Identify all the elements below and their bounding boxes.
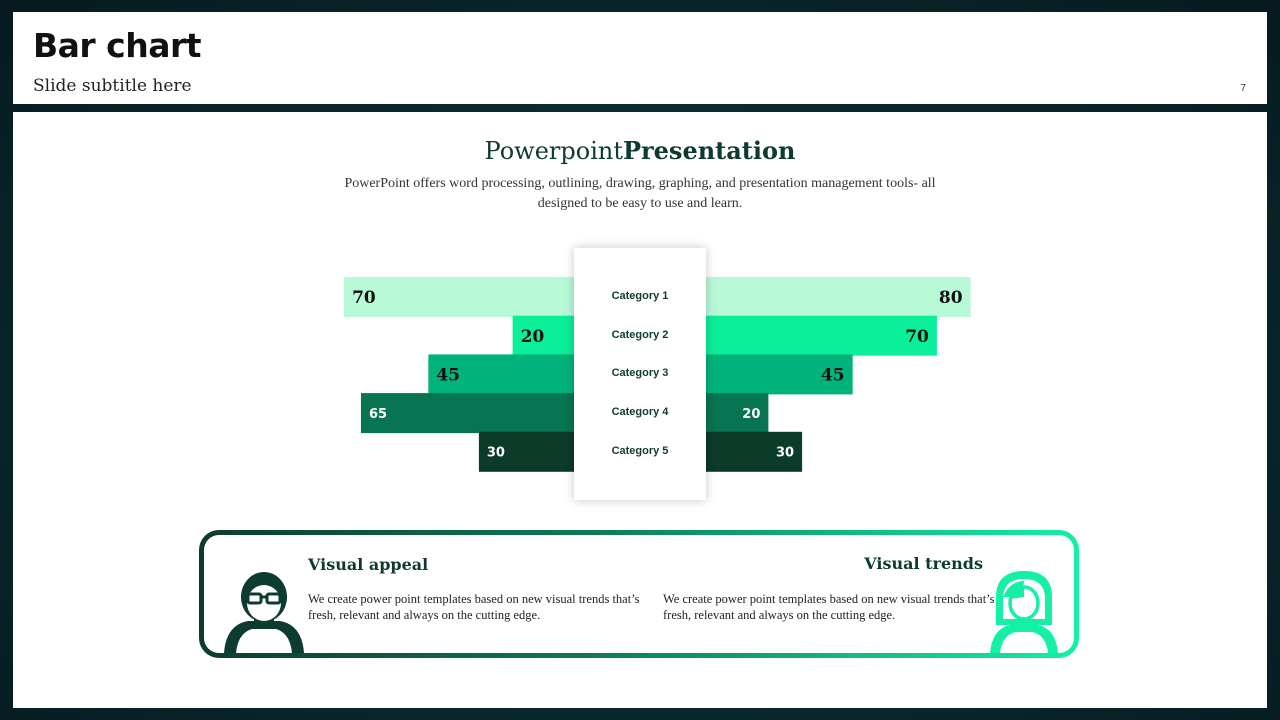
slide-header	[13, 12, 1267, 104]
category-label: Category 2	[611, 328, 669, 341]
slide-content	[13, 112, 1267, 708]
bar-right-value-label: 45	[820, 365, 845, 386]
bar-left-category-1	[344, 277, 580, 317]
visual-appeal-text: We create power point templates based on new visual trends that’s fresh, relevant and always on the cutting edge.	[308, 592, 640, 622]
page-number: 7	[1240, 83, 1246, 94]
bar-right-value-label: 30	[776, 445, 795, 461]
section-description: PowerPoint offers word processing, outlining, drawing, graphing, and presentation management tools- all designed to be easy to use and learn.	[344, 176, 936, 211]
section-heading-regular: Powerpoint	[484, 137, 623, 165]
bar-right-category-2	[701, 316, 937, 356]
section-heading-bold: Presentation	[622, 136, 796, 165]
male-avatar-icon	[222, 567, 306, 653]
category-label: Category 1	[611, 290, 669, 302]
bar-right-value-label: 20	[742, 406, 761, 422]
bar-left-value-label: 20	[520, 326, 545, 347]
visual-appeal-heading: Visual appeal	[308, 555, 429, 574]
category-label: Category 5	[611, 444, 669, 457]
bar-left-value-label: 70	[352, 288, 376, 309]
info-box-inner	[204, 535, 1074, 653]
slide-title: Bar chart	[33, 26, 202, 65]
bar-right-value-label: 80	[938, 288, 963, 309]
info-box	[199, 530, 1079, 658]
bar-right-category-1	[701, 277, 971, 317]
bar-left-value-label: 65	[368, 406, 388, 422]
bar-left-value-label: 45	[436, 365, 461, 386]
bar-left-category-4	[361, 393, 580, 433]
category-label: Category 3	[611, 367, 669, 380]
visual-trends-heading: Visual trends	[864, 554, 983, 573]
category-label: Category 4	[611, 406, 669, 419]
visual-trends-text: We create power point templates based on new visual trends that’s fresh, relevant and always on the cutting edge.	[663, 592, 995, 622]
slide-subtitle: Slide subtitle here	[33, 76, 192, 96]
bar-left-value-label: 30	[486, 445, 505, 461]
female-avatar-icon	[988, 567, 1060, 653]
bar-right-value-label: 70	[905, 326, 929, 347]
